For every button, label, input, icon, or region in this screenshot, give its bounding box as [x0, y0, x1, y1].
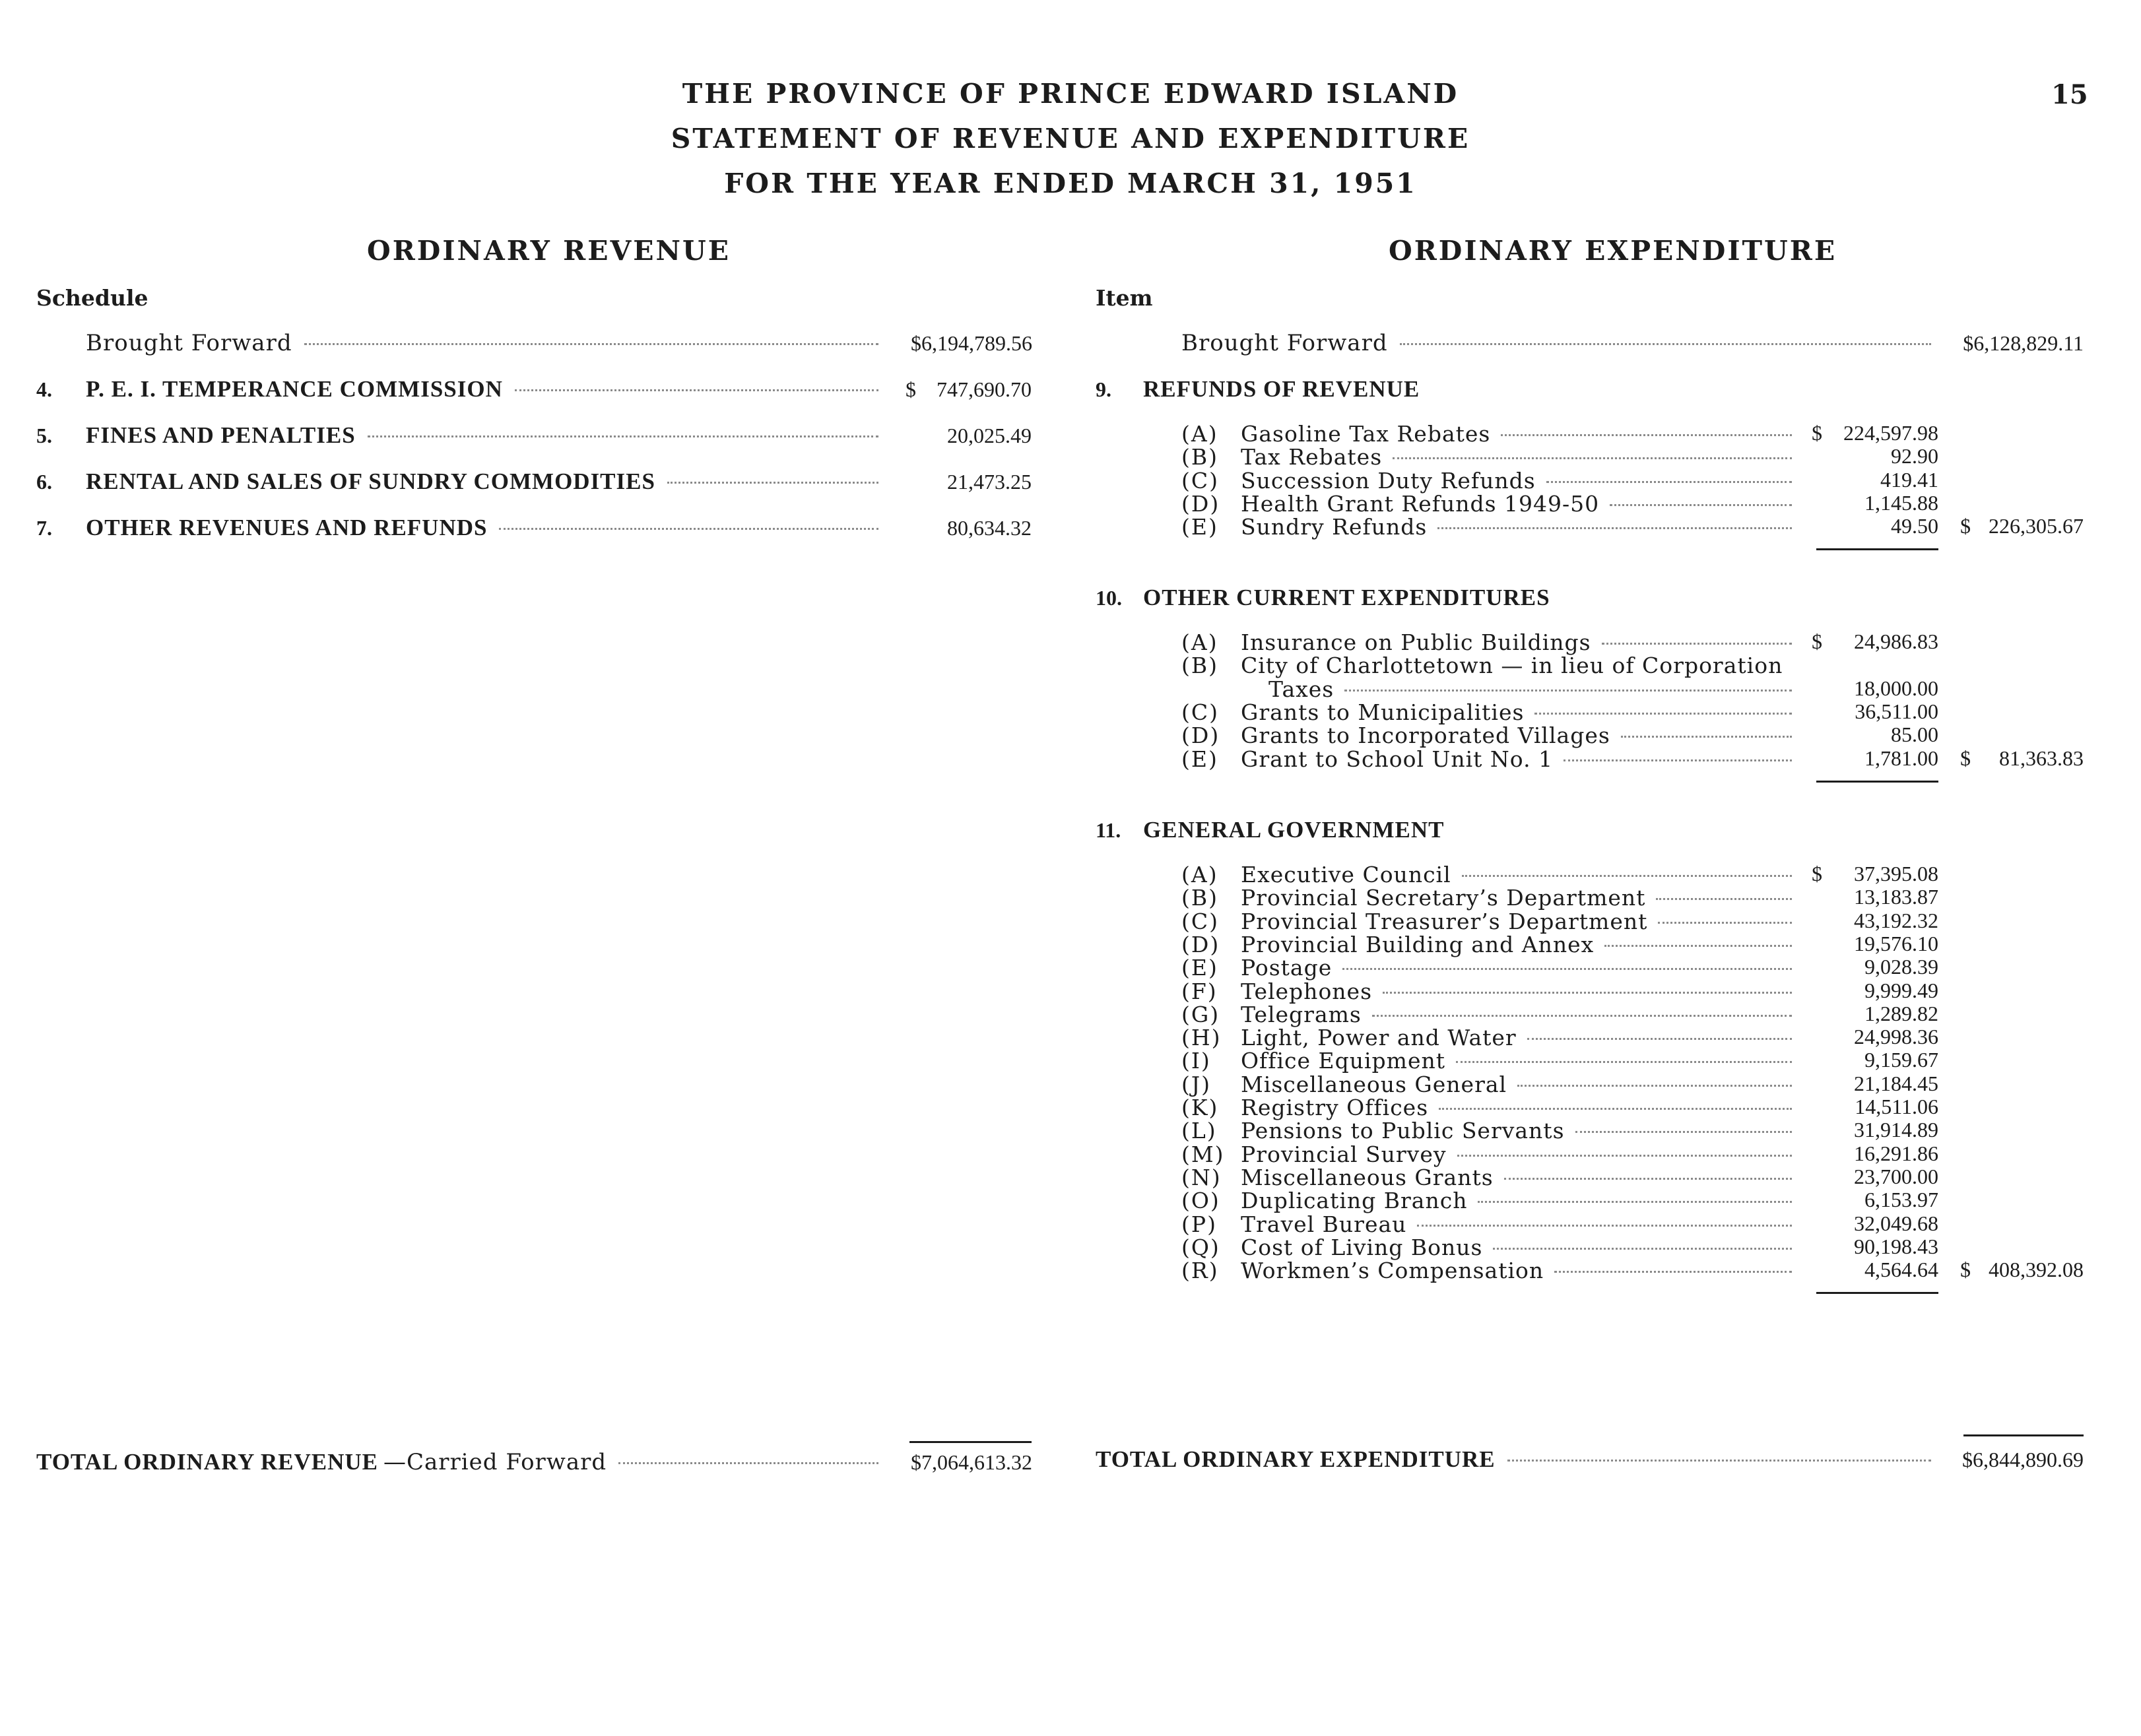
- revenue-item-row: [36, 422, 888, 449]
- dollar-sign: $: [906, 377, 916, 401]
- item-amount: 16,291.86: [1854, 1141, 1938, 1165]
- item-label: Office Equipment: [1241, 1048, 1446, 1074]
- item-letter: (C): [1181, 699, 1219, 725]
- schedule-number: 4.: [36, 377, 52, 401]
- dot-leader: [304, 343, 878, 345]
- item-amount: 1,145.88: [1864, 490, 1938, 515]
- total-label: TOTAL ORDINARY EXPENDITURE: [1096, 1446, 1496, 1472]
- item-label: Telephones: [1241, 978, 1373, 1004]
- group-total-amount: 226,305.67: [1989, 514, 2084, 538]
- item-label: Health Grant Refunds 1949-50: [1241, 490, 1600, 517]
- dot-leader: [1372, 1015, 1792, 1017]
- expenditure-group-heading: [1096, 585, 1550, 611]
- item-amount: 21,184.45: [1854, 1071, 1938, 1095]
- item-amount: 1,781.00: [1864, 746, 1938, 770]
- item-label: Provincial Treasurer’s Department: [1241, 908, 1648, 934]
- dot-leader: [1546, 481, 1792, 483]
- item-amount: 13,183.87: [1854, 885, 1938, 909]
- item-letter: (J): [1181, 1071, 1211, 1097]
- dollar-sign: $: [1960, 514, 1971, 538]
- total-rule: [1963, 1434, 2084, 1436]
- item-column-label: Item: [1096, 285, 1153, 311]
- item-label: Miscellaneous Grants: [1241, 1164, 1494, 1190]
- total-amount: $6,844,890.69: [1962, 1448, 2084, 1471]
- expenditure-item-row: [1181, 1002, 1792, 1027]
- dot-leader: [1493, 1248, 1792, 1250]
- dot-leader: [499, 528, 878, 530]
- expenditure-heading: ORDINARY EXPENDITURE: [1389, 235, 1837, 267]
- expenditure-item-row: [1181, 979, 1792, 1004]
- item-label: Sundry Refunds: [1241, 514, 1428, 540]
- item-amount: 37,395.08: [1854, 862, 1938, 885]
- dot-leader: [618, 1462, 878, 1464]
- row-label: Brought Forward: [1181, 330, 1388, 356]
- item-letter: (B): [1181, 653, 1218, 679]
- dot-leader: [1575, 1131, 1793, 1133]
- item-amount: 19,576.10: [1854, 931, 1938, 955]
- revenue-brought-forward: [86, 330, 888, 356]
- title-line-3: FOR THE YEAR ENDED MARCH 31, 1951: [724, 168, 1417, 199]
- item-letter: (N): [1181, 1164, 1222, 1190]
- dot-leader: [515, 389, 878, 391]
- dot-leader: [1604, 945, 1792, 947]
- group-total-amount: 81,363.83: [1999, 746, 2084, 770]
- expenditure-item-row: [1181, 468, 1792, 494]
- dot-leader: [1564, 759, 1792, 761]
- item-label: Provincial Secretary’s Department: [1241, 885, 1646, 911]
- schedule-number: 7.: [36, 516, 52, 540]
- total-suffix: —Carried Forward: [383, 1449, 607, 1475]
- item-label: Grants to Incorporated Villages: [1241, 723, 1610, 749]
- expenditure-item-row: [1181, 699, 1792, 725]
- item-letter: (A): [1181, 421, 1218, 447]
- revenue-item-row: [36, 468, 888, 495]
- expenditure-item-row: [1181, 1095, 1792, 1120]
- item-amount: 85.00: [1891, 723, 1938, 747]
- dot-leader: [1610, 504, 1792, 506]
- item-letter: (B): [1181, 444, 1218, 470]
- dot-leader: [1393, 457, 1792, 459]
- item-label: Insurance on Public Buildings: [1241, 629, 1591, 655]
- item-label: City of Charlottetown — in lieu of Corporation: [1241, 653, 1783, 679]
- dot-leader: [1342, 968, 1792, 970]
- dot-leader: [1501, 434, 1792, 436]
- amount: 21,473.25: [947, 470, 1032, 494]
- dot-leader: [1602, 643, 1792, 645]
- dot-leader: [1456, 1061, 1792, 1063]
- item-amount: 49.50: [1891, 514, 1938, 538]
- item-amount: 24,998.36: [1854, 1025, 1938, 1049]
- expenditure-item-row: [1181, 653, 1792, 678]
- dot-leader: [1383, 992, 1792, 994]
- item-amount: 9,999.49: [1864, 978, 1938, 1002]
- group-total-amount: 408,392.08: [1989, 1258, 2084, 1282]
- item-label: Postage: [1241, 955, 1333, 981]
- item-amount: 4,564.64: [1864, 1258, 1938, 1282]
- item-letter: (C): [1181, 908, 1219, 934]
- dot-leader: [1507, 1460, 1931, 1462]
- schedule-column-label: Schedule: [36, 285, 148, 311]
- item-letter: (M): [1181, 1141, 1225, 1167]
- expenditure-brought-forward: [1181, 330, 1940, 356]
- expenditure-item-row: [1181, 514, 1792, 540]
- item-letter: (E): [1181, 514, 1218, 540]
- row-label: Brought Forward: [86, 330, 292, 356]
- dot-leader: [1437, 527, 1792, 529]
- item-letter: (A): [1181, 862, 1218, 887]
- dollar-sign: $: [1812, 421, 1822, 445]
- title-line-1: THE PROVINCE OF PRINCE EDWARD ISLAND: [682, 78, 1459, 110]
- row-label: P. E. I. TEMPERANCE COMMISSION: [86, 376, 503, 402]
- item-label: Gasoline Tax Rebates: [1241, 421, 1491, 447]
- dot-leader: [1344, 690, 1792, 691]
- schedule-number: 6.: [36, 470, 52, 494]
- item-amount: 1,289.82: [1864, 1001, 1938, 1025]
- item-number: 9.: [1096, 377, 1111, 401]
- item-letter: (D): [1181, 723, 1220, 749]
- item-amount: 43,192.32: [1854, 908, 1938, 932]
- expenditure-item-row: [1181, 1188, 1792, 1213]
- expenditure-item-row: [1181, 1025, 1792, 1050]
- subtotal-rule: [1816, 1292, 1938, 1294]
- item-letter: (L): [1181, 1118, 1217, 1144]
- dot-leader: [1439, 1108, 1792, 1110]
- item-letter: (E): [1181, 746, 1218, 772]
- expenditure-item-row: [1181, 629, 1792, 655]
- row-label: RENTAL AND SALES OF SUNDRY COMMODITIES: [86, 468, 655, 494]
- total-label: TOTAL ORDINARY REVENUE: [36, 1449, 378, 1475]
- expenditure-item-row: [1181, 932, 1792, 957]
- item-label: Grant to School Unit No. 1: [1241, 746, 1554, 772]
- item-label: Workmen’s Compensation: [1241, 1258, 1544, 1284]
- item-letter: (R): [1181, 1258, 1219, 1284]
- revenue-item-row: [36, 515, 888, 541]
- item-amount: 36,511.00: [1855, 699, 1938, 723]
- dot-leader: [1517, 1085, 1792, 1087]
- group-label: GENERAL GOVERNMENT: [1143, 817, 1445, 843]
- item-amount: 24,986.83: [1854, 629, 1938, 653]
- item-label: Provincial Building and Annex: [1241, 931, 1595, 957]
- dot-leader: [1504, 1178, 1792, 1180]
- item-label: Succession Duty Refunds: [1241, 467, 1536, 494]
- amount: $6,194,789.56: [911, 331, 1032, 355]
- item-letter: (D): [1181, 931, 1220, 957]
- dot-leader: [1462, 875, 1792, 877]
- item-letter: (B): [1181, 885, 1218, 911]
- item-label: Light, Power and Water: [1241, 1025, 1517, 1051]
- item-letter: (G): [1181, 1001, 1220, 1027]
- expenditure-item-row: [1181, 723, 1792, 748]
- dollar-sign: $: [1960, 1258, 1971, 1282]
- row-label: FINES AND PENALTIES: [86, 422, 356, 448]
- expenditure-item-row: [1181, 1048, 1792, 1074]
- dot-leader: [368, 435, 878, 437]
- group-label: OTHER CURRENT EXPENDITURES: [1143, 585, 1550, 610]
- amount: 80,634.32: [947, 516, 1032, 540]
- dot-leader: [1400, 343, 1931, 345]
- expenditure-item-row: [1181, 1211, 1792, 1237]
- dot-leader: [1478, 1201, 1792, 1203]
- expenditure-item-row: [1181, 862, 1792, 887]
- dot-leader: [1621, 736, 1792, 738]
- item-amount: 9,028.39: [1864, 955, 1938, 979]
- expenditure-group-heading: [1096, 817, 1445, 843]
- item-letter: (E): [1181, 955, 1218, 981]
- item-amount: 14,511.06: [1855, 1095, 1938, 1118]
- total-rule: [909, 1441, 1032, 1443]
- item-label: Grants to Municipalities: [1241, 699, 1525, 725]
- item-letter: (O): [1181, 1188, 1220, 1214]
- expenditure-item-row: [1181, 491, 1792, 517]
- item-label: Executive Council: [1241, 862, 1451, 887]
- item-amount: 224,597.98: [1843, 421, 1938, 445]
- item-amount: 18,000.00: [1854, 676, 1938, 700]
- item-label: Duplicating Branch: [1241, 1188, 1468, 1214]
- dollar-sign: $: [1960, 746, 1971, 770]
- dot-leader: [1417, 1225, 1792, 1227]
- title-line-2: STATEMENT OF REVENUE AND EXPENDITURE: [671, 123, 1470, 154]
- dot-leader: [1527, 1038, 1792, 1040]
- item-letter: (Q): [1181, 1234, 1220, 1260]
- expenditure-item-row: [1181, 421, 1792, 447]
- expenditure-group-heading: [1096, 376, 1420, 402]
- row-label: OTHER REVENUES AND REFUNDS: [86, 515, 488, 540]
- item-amount: 92.90: [1891, 444, 1938, 468]
- group-label: REFUNDS OF REVENUE: [1143, 376, 1420, 402]
- item-letter: (A): [1181, 629, 1218, 655]
- amount: 747,690.70: [937, 377, 1032, 401]
- item-letter: (D): [1181, 490, 1220, 517]
- expenditure-item-row: [1181, 909, 1792, 934]
- expenditure-item-row: [1181, 1258, 1792, 1283]
- item-number: 10.: [1096, 586, 1122, 610]
- schedule-number: 5.: [36, 424, 52, 447]
- page-number: 15: [2051, 79, 2088, 110]
- dot-leader: [1534, 713, 1792, 715]
- dot-leader: [1554, 1271, 1792, 1273]
- expenditure-item-row: [1181, 1165, 1792, 1190]
- item-letter: (H): [1181, 1025, 1222, 1051]
- expenditure-item-row: [1181, 1141, 1792, 1167]
- item-letter: (K): [1181, 1095, 1219, 1120]
- item-label: Provincial Survey: [1241, 1141, 1447, 1167]
- dot-leader: [667, 482, 878, 484]
- item-letter: (P): [1181, 1211, 1217, 1237]
- subtotal-rule: [1816, 781, 1938, 783]
- item-label: Tax Rebates: [1241, 444, 1383, 470]
- item-amount: 6,153.97: [1864, 1188, 1938, 1212]
- item-letter: (F): [1181, 978, 1218, 1004]
- revenue-heading: ORDINARY REVENUE: [367, 235, 731, 267]
- subtotal-rule: [1816, 548, 1938, 550]
- item-amount: 9,159.67: [1864, 1048, 1938, 1072]
- item-label: Miscellaneous General: [1241, 1071, 1507, 1097]
- expenditure-item-row: [1181, 746, 1792, 772]
- item-label: Travel Bureau: [1241, 1211, 1407, 1237]
- item-label: Registry Offices: [1241, 1095, 1429, 1120]
- expenditure-item-row: [1181, 1072, 1792, 1097]
- revenue-item-row: [36, 376, 888, 402]
- item-amount: 419.41: [1880, 467, 1938, 492]
- item-amount: 23,700.00: [1854, 1164, 1938, 1188]
- item-amount: 32,049.68: [1854, 1211, 1938, 1235]
- expenditure-item-continuation: [1268, 676, 1792, 702]
- item-label: Telegrams: [1241, 1001, 1362, 1027]
- dot-leader: [1457, 1155, 1792, 1157]
- item-letter: (C): [1181, 467, 1219, 494]
- item-label: Cost of Living Bonus: [1241, 1234, 1483, 1260]
- total-amount: $7,064,613.32: [911, 1450, 1032, 1474]
- amount: $6,128,829.11: [1963, 331, 2084, 355]
- expenditure-item-row: [1181, 885, 1792, 911]
- dot-leader: [1658, 922, 1792, 924]
- expenditure-item-row: [1181, 444, 1792, 470]
- amount: 20,025.49: [947, 424, 1032, 447]
- total-expenditure-row: [1096, 1446, 1940, 1473]
- dollar-sign: $: [1812, 629, 1822, 653]
- total-revenue-row: [36, 1449, 888, 1475]
- dot-leader: [1656, 898, 1792, 900]
- item-number: 11.: [1096, 818, 1121, 842]
- dollar-sign: $: [1812, 862, 1822, 885]
- item-label: Pensions to Public Servants: [1241, 1118, 1565, 1144]
- item-letter: (I): [1181, 1048, 1211, 1074]
- item-amount: 31,914.89: [1854, 1118, 1938, 1142]
- item-label-continued: Taxes: [1268, 676, 1334, 702]
- expenditure-item-row: [1181, 955, 1792, 981]
- expenditure-item-row: [1181, 1235, 1792, 1260]
- expenditure-item-row: [1181, 1118, 1792, 1143]
- item-amount: 90,198.43: [1854, 1234, 1938, 1258]
